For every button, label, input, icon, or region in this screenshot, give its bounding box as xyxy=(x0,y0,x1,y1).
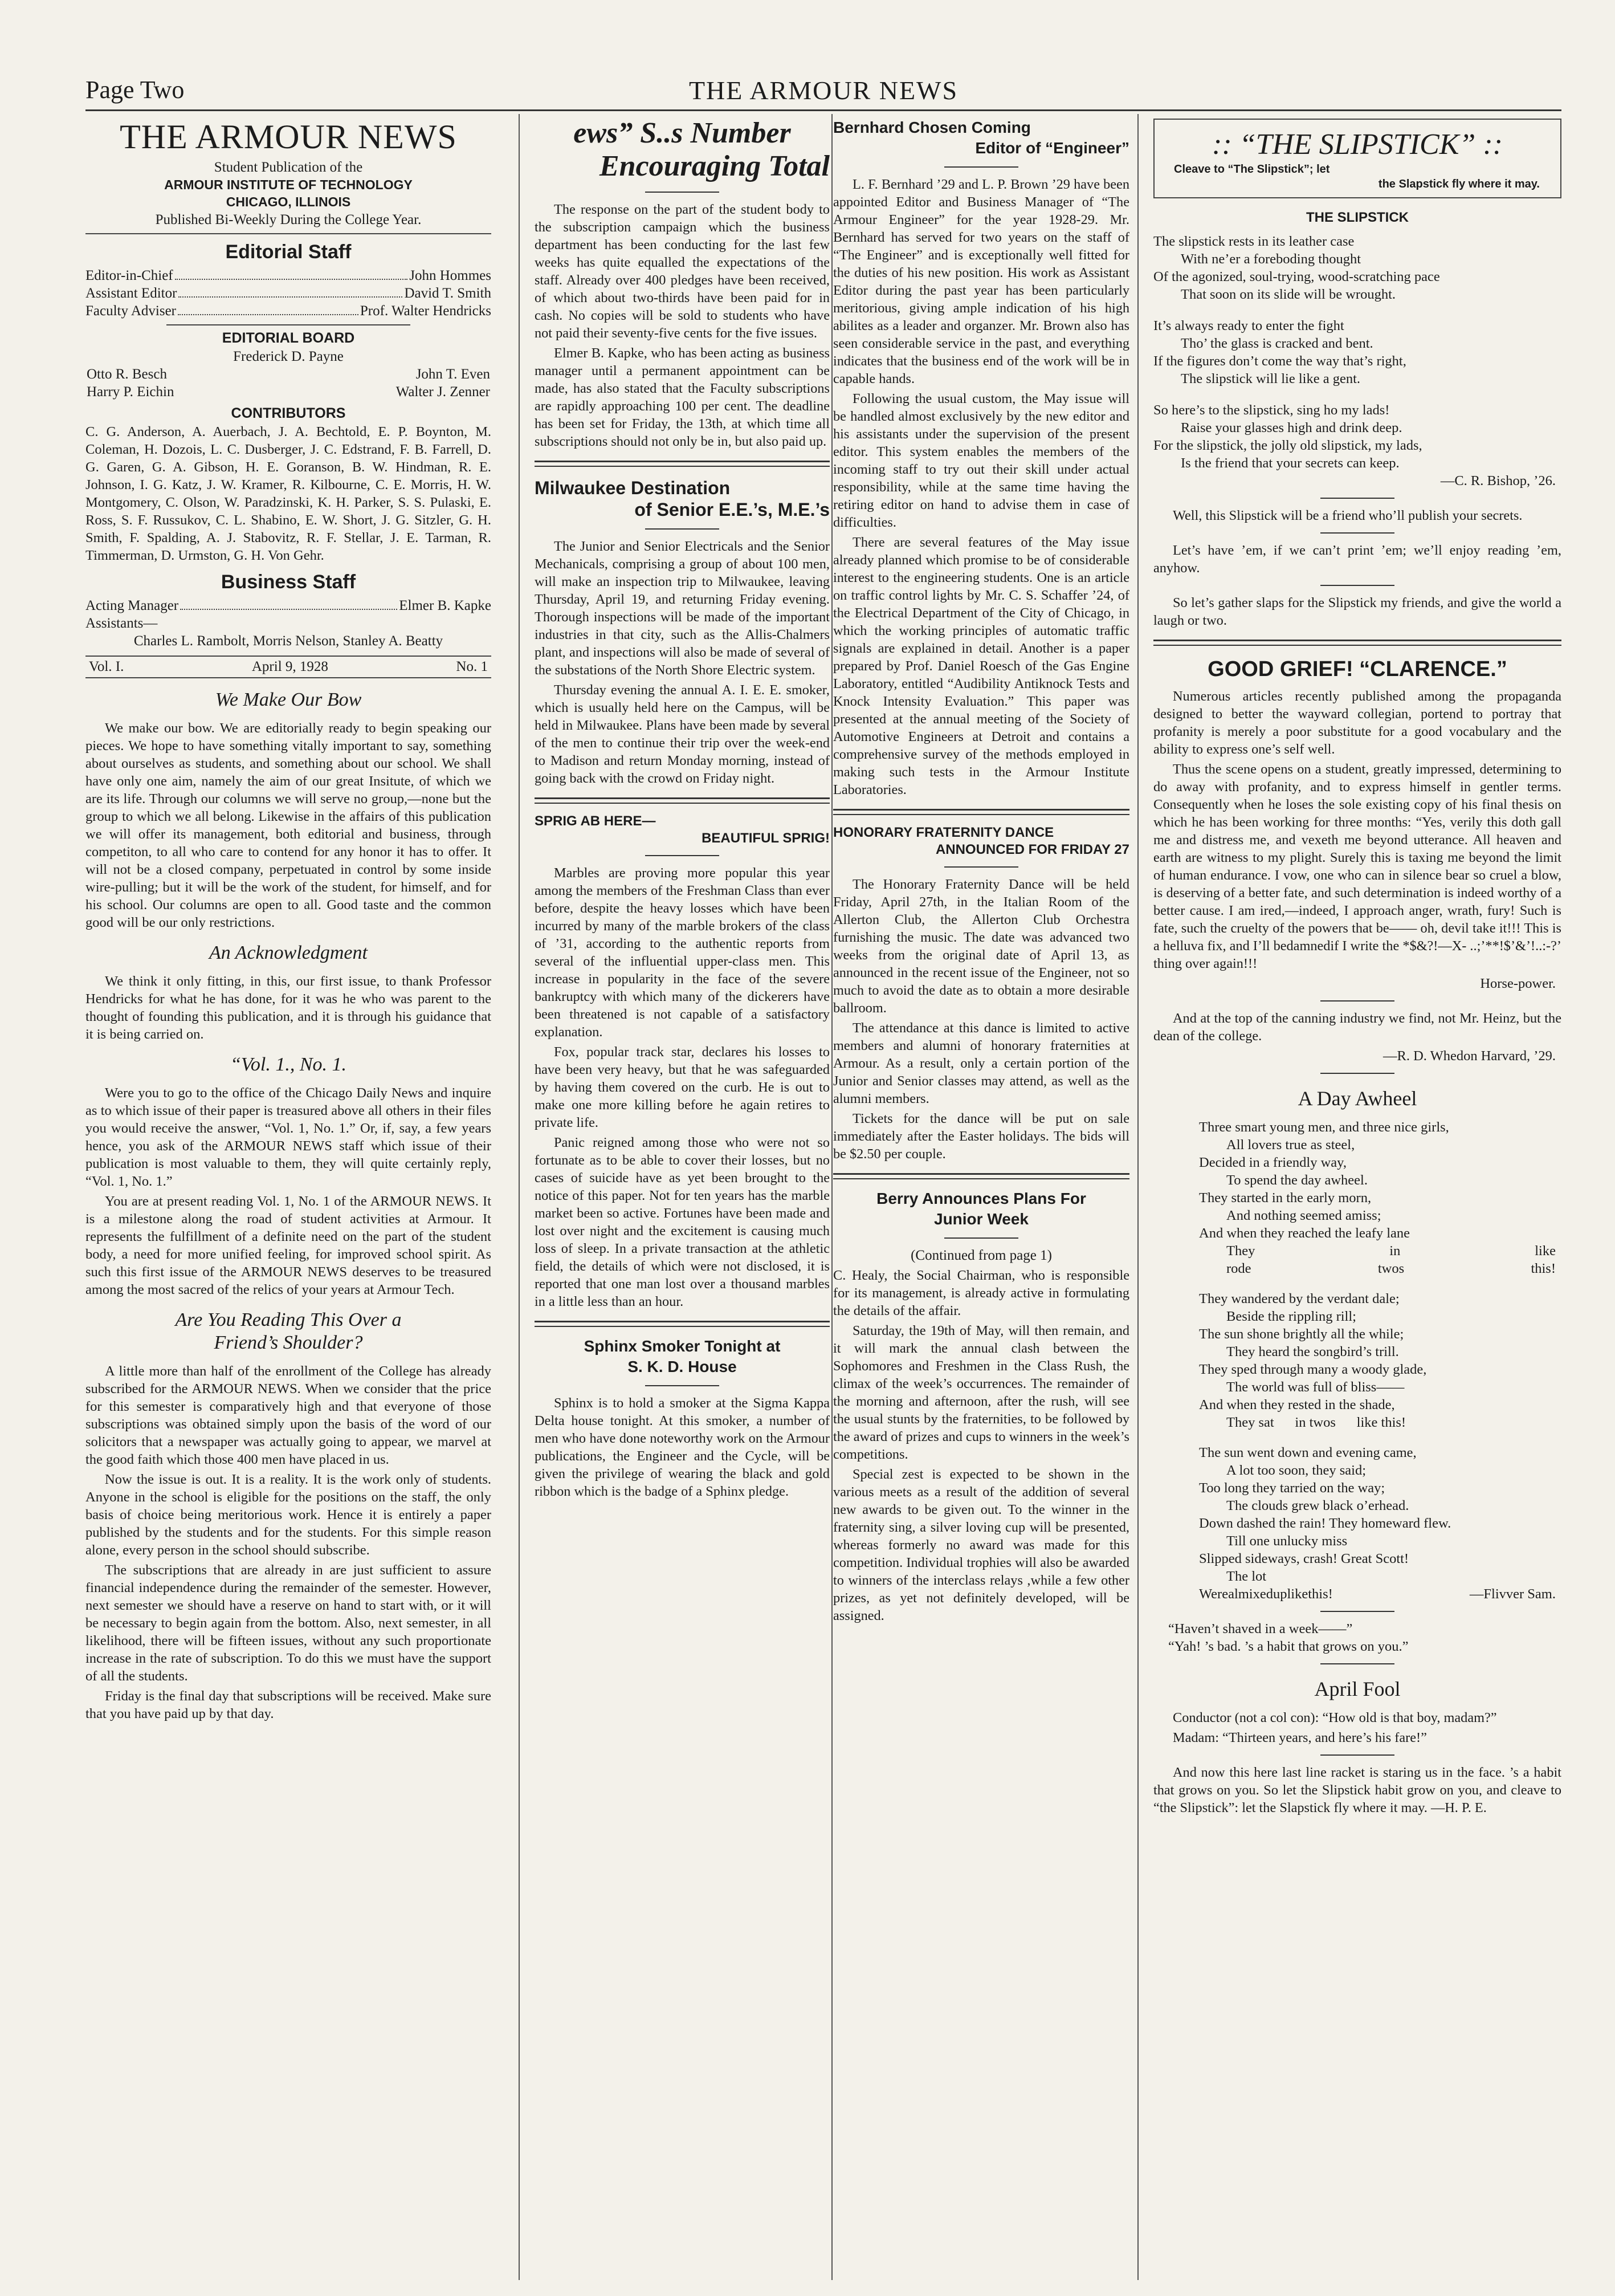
poem-line: So here’s to the slipstick, sing ho my lads! xyxy=(1153,402,1390,418)
staff-name: Elmer B. Kapke xyxy=(399,598,491,613)
article-author: Horse-power. xyxy=(1480,976,1556,991)
issue-date: April 9, 1928 xyxy=(251,659,328,674)
joke-line: Madam: “Thirteen years, and here’s his fare!” xyxy=(1173,1730,1427,1745)
article-paragraph: Well, this Slipstick will be a friend who’ll publish your secrets. xyxy=(1173,508,1523,523)
poem-word: They xyxy=(1226,1243,1255,1259)
article-paragraph: And now this here last line racket is staring us in the face. ’s a habit that grows on you. So let the Slipstick habit grow on you, and cleave to “the Slipstick”: let the Slapstick fly where it may. —H. P. E. xyxy=(1153,1765,1561,1815)
column-rule xyxy=(519,114,520,2280)
poem-slipstick xyxy=(1153,233,1561,472)
article-paragraph: Thus the scene opens on a student, greatly impressed, determining to do away with profanity, and to express himself in gentler terms. Consequently when he loses the sole existing copy of his final thesis on which he has been working for three months: “Yes, verily this doth gall me and distress me, and vexeth me beyond utterance. All heaven and earth are witness to my plight. Surely this is taxing me beyond the limit of human endurance. I vow, one who can in silence bear so cruel a blow, is deserving of a better fate, and such determination is indeed worthy of a better cause. I am ired,—indeed, I approach anger, wrath, fury! Such is fate, such the cruelty of the powers that be—— oh, devil take it!!! This is a helluva fix, and I’ll bedamnedif I write the *$&?!—X- ..;’**!$’&’!..:-?’ thing over again!!! xyxy=(1153,762,1561,971)
headline xyxy=(833,824,1129,858)
poem-line: The slipstick rests in its leather case xyxy=(1153,234,1355,249)
masthead-line: Student Publication of the xyxy=(214,160,363,175)
poem-word: twos xyxy=(1377,1261,1405,1276)
headline: GOOD GRIEF! “CLARENCE.” xyxy=(1208,657,1507,681)
article-paragraph: The Honorary Fraternity Dance will be held Friday, April 27th, in the Italian Room of the Allerton Club, the Allerton Club Orchestra furnishing the music. The date was advanced two weeks from the original date of April 13, as announced in the recent issue of the Engineer, not so much to avoid the date as to obtain a more desirable ballroom. xyxy=(833,877,1129,1016)
poem-line: Decided in a friendly way, xyxy=(1199,1155,1347,1170)
headline xyxy=(833,1188,1129,1230)
contributors-heading: CONTRIBUTORS xyxy=(231,405,346,421)
staff-name: Prof. Walter Hendricks xyxy=(360,303,491,319)
business-staff-heading: Business Staff xyxy=(221,571,356,593)
running-title: THE ARMOUR NEWS xyxy=(688,76,959,105)
title-line: Junior Week xyxy=(934,1210,1029,1228)
poem-line: And nothing seemed amiss; xyxy=(1226,1208,1381,1223)
poem-word: this! xyxy=(1531,1261,1556,1276)
article-title: “Vol. 1., No. 1. xyxy=(230,1054,347,1075)
board-member: Harry P. Eichin xyxy=(87,384,174,400)
masthead-city: CHICAGO, ILLINOIS xyxy=(226,194,351,209)
poem-line: The sun shone brightly all the while; xyxy=(1199,1326,1404,1342)
staff-row xyxy=(85,597,491,614)
title-line: ANNOUNCED FOR FRIDAY 27 xyxy=(935,842,1129,857)
headline: ews” S..s Number xyxy=(573,117,791,149)
poem-line: To spend the day awheel. xyxy=(1226,1173,1368,1188)
poem-line: Three smart young men, and three nice girls, xyxy=(1199,1119,1449,1135)
article-paragraph: And at the top of the canning industry we find, not Mr. Heinz, but the dean of the college. xyxy=(1153,1011,1561,1044)
masthead-title: THE ARMOUR NEWS xyxy=(120,118,457,156)
column-4 xyxy=(1153,114,1561,1819)
article-paragraph: Marbles are proving more popular this year among the members of the Freshman Class than ever before, despite the heavy losses which have been incurred by many of the marble brokers of the class of ’31, according to the authentic reports from several of the influential upper-class men. This increase in popularity in the face of the severe bankruptcy with which many of the dickerers have been threatened is not capable of a satisfactory explanation. xyxy=(535,865,830,1040)
title-line: SPRIG AB HERE— xyxy=(535,813,656,829)
article-paragraph: A little more than half of the enrollment of the College has already subscribed for the ARMOUR NEWS. When we consider that the price for this semester is comparatively high and that everyone of those subscriptions was obtained simply upon the basis of the word of our solicitors that a newspaper was actually going to appear, we marvel at the good faith which those 400 men have placed in us. xyxy=(85,1363,491,1467)
title-line: Editor of “Engineer” xyxy=(975,139,1129,157)
poem-line xyxy=(1199,1242,1561,1260)
headline xyxy=(833,117,1129,158)
poem-line: That soon on its slide will be wrought. xyxy=(1181,287,1396,302)
poem-line: They wandered by the verdant dale; xyxy=(1199,1291,1400,1306)
article-paragraph: Thursday evening the annual A. I. E. E. smoker, which is usually held here on the Campus, will be held in Milwaukee. Plans have been made by several of the men to continue their trip over the week-end to Madison and return Monday morning, instead of going back with the crowd on Friday night. xyxy=(535,682,830,786)
poem-word: Werealmixeduplikethis! xyxy=(1199,1586,1333,1602)
contributors-list: C. G. Anderson, A. Auerbach, J. A. Bechtold, E. P. Boynton, M. Coleman, H. Dozois, L. C. Dusberger, J. C. Edstrand, F. B. Farrell, D. G. Garen, G. A. Gibson, H. E. Goranson, B. W. Hindman, R. E. Johnson, I. G. Katz, J. W. Kramer, R. Kilbourne, C. E. Morris, H. W. Montgomery, C. Olson, W. Paradzinski, K. H. Parker, S. S. Pulaski, E. Ross, S. F. Russukov, C. L. Shabino, E. W. Short, J. G. Sitzler, G. H. Smith, F. Spalding, A. J. Stabovitz, R. F. Stellar, J. E. Tarman, R. Timmerman, D. Urmston, G. H. Von Gehr. xyxy=(85,424,491,563)
poem-line: Slipped sideways, crash! Great Scott! xyxy=(1199,1551,1409,1566)
poem-line: Till one unlucky miss xyxy=(1226,1533,1348,1549)
title-line: Friend’s Shoulder? xyxy=(214,1332,363,1353)
poem-line: They sped through many a woody glade, xyxy=(1199,1362,1427,1377)
board-pair xyxy=(85,365,491,383)
poem-line: Is the friend that your secrets can keep. xyxy=(1181,455,1400,471)
motto-line: the Slapstick fly where it may. xyxy=(1378,178,1540,190)
slipstick-motto xyxy=(1164,162,1551,192)
issue-number: No. 1 xyxy=(456,659,488,674)
poem-line: The world was full of bliss—— xyxy=(1226,1379,1405,1395)
board-member: Otto R. Besch xyxy=(87,367,167,382)
poem-line: The lot xyxy=(1226,1569,1267,1584)
masthead xyxy=(85,117,491,234)
title-line: Milwaukee Destination xyxy=(535,478,731,498)
article-paragraph: Saturday, the 19th of May, will then remain, and it will mark the annual clash between the Sophomores and Freshmen in the Class Rush, the climax of the week’s occurrences. The remainder of the morning and afternoon, after the rush, will see the usual stunts by the fraternities, to be followed by the award of prizes and cups to winners in the week’s competitions. xyxy=(833,1323,1129,1462)
article-paragraph: Fox, popular track star, declares his losses to have been very heavy, but that he was safeguarded by having them covered on the curb. He is out to make one more killing before he again retires to private life. xyxy=(535,1044,830,1130)
title-line: HONORARY FRATERNITY DANCE xyxy=(833,825,1054,840)
poem-word: in xyxy=(1389,1243,1401,1259)
title-line: of Senior E.E.’s, M.E.’s xyxy=(634,499,830,520)
staff-row xyxy=(85,284,491,302)
article-paragraph: So let’s gather slaps for the Slipstick my friends, and give the world a laugh or two. xyxy=(1153,595,1561,628)
poem-line: If the figures don’t come the way that’s right, xyxy=(1153,353,1406,369)
article-paragraph: We make our bow. We are editorially ready to begin speaking our pieces. We hope to have something vitally important to say, something about ourselves as students, and something about our school. We shall have only one aim, namely the aim of our great Insitute, of which we are its life. Through our columns we will serve no group,—none but the group to which we all belong. Likewise in the affairs of this publication we will offer its management, both editorial and business, through competiton, to all who care to contend for any honor it has to offer. It will not be a closed company, perpetuated in control by some inside wire-pulling; but it will be the work of the student, for himself, and for his school. Our columns are open to all. Good taste and the common good will be our only restrictions. xyxy=(85,720,491,930)
title-line: Are You Reading This Over a xyxy=(175,1309,402,1330)
poem-line: With ne’er a foreboding thought xyxy=(1181,251,1361,267)
article-paragraph: Friday is the final day that subscriptions will be received. Make sure that you have paid up by that day. xyxy=(85,1688,491,1721)
headline xyxy=(535,813,830,847)
staff-role: Faculty Adviser xyxy=(85,303,177,319)
article-paragraph: Panic reigned among those who were not so fortunate as to be able to cover their losses, but no cases of suicide have as yet been brought to the notice of this paper. Not for ten years has the marble market been so active. Fortunes have been made and lost over night and the excitement is causing much loss of sleep. In a private transaction at the athletic field, the details of which were not disclosed, it is reported that one man lost over a thousand marbles in a little less than an hour. xyxy=(535,1135,830,1309)
poem-line: And when they rested in the shade, xyxy=(1199,1397,1395,1412)
poem-line: Too long they tarried on the way; xyxy=(1199,1480,1385,1496)
poem-line: The sun went down and evening came, xyxy=(1199,1445,1417,1460)
headline xyxy=(535,1336,830,1377)
article-paragraph: The subscriptions that are already in are just sufficient to assure financial independence during the remainder of the semester. However, next semester we should have a reserve on hand to start with, or it will be necessary to begin again from the bottom. Also, next semester, in all likelihood, there will be fifteen issues, without any such proportionate increase in the rate of subscription. To do this we must have the support of all the students. xyxy=(85,1562,491,1684)
assistants-list: Charles L. Rambolt, Morris Nelson, Stanley A. Beatty xyxy=(133,633,443,649)
article-author: —R. D. Whedon Harvard, ’29. xyxy=(1382,1048,1556,1064)
poem-title: THE SLIPSTICK xyxy=(1306,210,1409,225)
article-title: An Acknowledgment xyxy=(209,942,368,963)
article-paragraph: The response on the part of the student body to the subscription campaign which the business department has been conducting for the last few weeks has quite equalled the expectations of the staff. Already over 400 pledges have been received, of which about two-thirds have been paid for in cash. No copies will be sold to students who have not paid their seventy-five cents for the five issues. xyxy=(535,202,830,341)
continued-note: (Continued from page 1) xyxy=(911,1248,1052,1263)
column-2 xyxy=(535,114,830,1503)
headline: April Fool xyxy=(1314,1678,1401,1700)
poem-line: Of the agonized, soul-trying, wood-scratching pace xyxy=(1153,269,1440,284)
article-paragraph: We think it only fitting, in this, our first issue, to thank Professor Hendricks for what he has done, for it was he who was parent to the thought of founding this publication, and it is through his guidance that it is being carried on. xyxy=(85,974,491,1042)
headline xyxy=(535,477,830,520)
slipstick-title: :: “THE SLIPSTICK” :: xyxy=(1212,128,1503,161)
article-paragraph: Elmer B. Kapke, who has been acting as business manager until a permanent appointment can be made, has also stated that the Faculty subscriptions are rapidly approaching 100 per cent. The deadline has been set for Friday, the 13th, at which time all subscriptions should not only be in, but also paid up. xyxy=(535,345,830,449)
article-paragraph: You are at present reading Vol. 1, No. 1 of the ARMOUR NEWS. It is a milestone along the road of student activities at Armour. It represents the fulfillment of a definite need on the part of the student body, a need for more unified feeling, for improved school spirit. As such this first issue of the ARMOUR NEWS deserves to be treasured among the most sacred of the relics of your years at Armour Tech. xyxy=(85,1194,491,1297)
joke-line: Conductor (not a col con): “How old is that boy, madam?” xyxy=(1173,1710,1497,1725)
headline: Encouraging Total xyxy=(599,150,830,182)
poem-awheel xyxy=(1199,1290,1561,1431)
poem-line: All lovers true as steel, xyxy=(1226,1137,1355,1153)
poem-word: like xyxy=(1535,1243,1556,1259)
poem-line: Tho’ the glass is cracked and bent. xyxy=(1181,336,1373,351)
poem-line xyxy=(1199,1260,1561,1277)
poem-author: —C. R. Bishop, ’26. xyxy=(1440,473,1556,488)
poem-line: It’s always ready to enter the fight xyxy=(1153,318,1344,333)
article-paragraph: The Junior and Senior Electricals and the Senior Mechanicals, comprising a group of about 100 men, will make an inspection trip to Milwaukee, leaving Thursday, April 19, and returning Friday evening. Thorough inspections will be made of the important industries in that city, such as the Allis-Chalmers plant, and inspections will also be made of several of the substations of the North Shore Electric system. xyxy=(535,539,830,678)
slipstick-box xyxy=(1153,119,1561,198)
poem-line xyxy=(1199,1585,1561,1603)
article-paragraph: Following the usual custom, the May issue will be handled almost exclusively by the new editor and his assistants under the supervision of the present editor. This system enables the members of the incoming staff to try out their skill under actual responsibility, while at the same time having the retiring editor on hand to advise them in case of difficulties. xyxy=(833,391,1129,530)
poem-line: They started in the early morn, xyxy=(1199,1190,1372,1206)
volume-label: Vol. I. xyxy=(89,659,124,674)
title-line: BEAUTIFUL SPRIG! xyxy=(702,831,830,846)
article-paragraph: Now the issue is out. It is a reality. It is the work only of students. Anyone in the school is eligible for the positions on the staff, the only basis of choice being meritorious work. Hence it is entirely a paper published by the students and for the students. For this simple reason alone, every person in the school should subscribe. xyxy=(85,1472,491,1558)
poem-title: A Day Awheel xyxy=(1298,1087,1417,1110)
poem-line: The slipstick will lie like a gent. xyxy=(1181,371,1361,386)
masthead-frequency: Published Bi-Weekly During the College Year. xyxy=(85,210,491,234)
assistants-label: Assistants— xyxy=(85,616,158,631)
motto-line: Cleave to “The Slipstick”; let xyxy=(1174,163,1330,176)
editorial-staff-heading: Editorial Staff xyxy=(225,241,352,263)
article-paragraph: L. F. Bernhard ’29 and L. P. Brown ’29 have been appointed Editor and Business Manager of “The Armour Engineer” for the year 1928-29. Mr. Bernhard has served for two years on the staff of “The Engineer” and is exceptionally well fitted for the duties of his new position. His work as Assistant Editor during the past year has been particularly meritorious, giving ample indication of his high abilites as a leader and organzer. Mr. Brown also has seen considerable service in the past, and everything indicates that the business end of the work will be in capable hands. xyxy=(833,177,1129,386)
title-line: Berry Announces Plans For xyxy=(876,1190,1086,1207)
staff-name: David T. Smith xyxy=(404,286,491,301)
column-3 xyxy=(833,114,1129,1627)
article-paragraph: Numerous articles recently published among the propaganda designed to better the wayward collegian, portend to portray that profanity is merely a poor substitute for a good vocabulary and the ability to express one’s self well. xyxy=(1153,689,1561,757)
board-lead: Frederick D. Payne xyxy=(233,349,344,364)
article-paragraph: There are several features of the May issue already planned which promise to be of considerable interest to the engineering students. One is an article on traffic control lights by Mr. C. S. Schaffer ’24, of the Electrical Department of the City of Chicago, in which the working principles of automatic traffic signals are explained in detail. Another is a paper prepared by Prof. Daniel Roesch of the Gas Engine Laboratory, entitled “Audibility Antiknock Tests and Knock Intensity Evaluation.” This paper was presented at the annual meeting of the Society of Automotive Engineers at Detroit and contains a comprehensive survey of the methods employed in making such tests in the Armour Institute Laboratories. xyxy=(833,535,1129,797)
article-paragraph: Special zest is expected to be shown in the various meets as a result of the addition of several new awards to be given out. To the winner in the fraternity sing, a silver loving cup will be presented, whereas formerly no award was made for this competition. Individual trophies will also be awarded to winners of the interclass relays ,while a few other prizes, as yet not definitely developed, will be assigned. xyxy=(833,1467,1129,1623)
poem-line: Beside the rippling rill; xyxy=(1226,1309,1356,1324)
title-line: Sphinx Smoker Tonight at xyxy=(584,1337,781,1355)
column-rule xyxy=(831,114,833,2280)
staff-role: Acting Manager xyxy=(85,598,179,613)
poem-line: And when they reached the leafy lane xyxy=(1199,1226,1410,1241)
board-pair xyxy=(85,383,491,401)
article-paragraph: Sphinx is to hold a smoker at the Sigma Kappa Delta house tonight. At this smoker, a number of men who have done noteworthy work on the Armour publications, the Engineer and the Cycle, will be given the privilege of wearing the black and gold ribbon which is the badge of a Sphinx pledge. xyxy=(535,1395,830,1499)
poem-word: rode xyxy=(1226,1261,1251,1276)
joke-line: “Haven’t shaved in a week——” xyxy=(1168,1621,1353,1636)
poem-line: Down dashed the rain! They homeward flew. xyxy=(1199,1516,1451,1531)
article-paragraph: Tickets for the dance will be put on sale immediately after the Easter holidays. The bids will be $2.50 per couple. xyxy=(833,1111,1129,1162)
header-rule xyxy=(85,109,1561,111)
article-paragraph: Let’s have ’em, if we can’t print ’em; we’ll enjoy reading ’em, anyhow. xyxy=(1153,543,1561,576)
staff-role: Assistant Editor xyxy=(85,286,177,301)
board-member: John T. Even xyxy=(415,367,490,382)
article-title: We Make Our Bow xyxy=(215,689,362,710)
page-number: Page Two xyxy=(85,76,185,104)
column-rule xyxy=(1137,114,1139,2280)
article-paragraph: C. Healy, the Social Chairman, who is responsible for its management, is already active in formulating the details of the affair. xyxy=(833,1268,1129,1318)
article-paragraph: Were you to go to the office of the Chicago Daily News and inquire as to which issue of their paper is treasured above all others in their files you would receive the answer, “Vol. 1, No. 1.” Or, if, say, a few years hence, you ask of the ARMOUR NEWS staff which issue of their publication is most valuable to them, they will quite certainly reply, “Vol. 1, No. 1.” xyxy=(85,1085,491,1189)
running-header xyxy=(85,75,1561,109)
poem-line: Raise your glasses high and drink deep. xyxy=(1181,420,1402,435)
title-line: Bernhard Chosen Coming xyxy=(833,119,1031,136)
poem-line: They sat in twos like this! xyxy=(1226,1415,1406,1430)
poem-awheel xyxy=(1199,1118,1561,1242)
title-line: S. K. D. House xyxy=(627,1358,737,1375)
masthead-institute: ARMOUR INSTITUTE OF TECHNOLOGY xyxy=(164,177,413,192)
joke-line: “Yah! ’s bad. ’s a habit that grows on you.” xyxy=(1168,1639,1409,1654)
column-1 xyxy=(85,114,491,1725)
volume-bar xyxy=(85,656,491,678)
board-member: Walter J. Zenner xyxy=(395,384,490,400)
poem-line: For the slipstick, the jolly old slipstick, my lads, xyxy=(1153,438,1422,453)
staff-name: John Hommes xyxy=(409,268,491,283)
poem-author: —Flivver Sam. xyxy=(1469,1586,1556,1602)
staff-row xyxy=(85,302,491,320)
poem-line: The clouds grew black o’erhead. xyxy=(1226,1498,1409,1513)
staff-row xyxy=(85,267,491,284)
staff-role: Editor-in-Chief xyxy=(85,268,173,283)
poem-awheel xyxy=(1199,1444,1561,1585)
poem-line: A lot too soon, they said; xyxy=(1226,1463,1366,1478)
poem-line: They heard the songbird’s trill. xyxy=(1226,1344,1399,1359)
article-title xyxy=(85,1309,491,1354)
editorial-board-heading: EDITORIAL BOARD xyxy=(222,330,355,346)
article-paragraph: The attendance at this dance is limited to active members and alumni of honorary fraternities at Armour. As a result, only a certain portion of the Junior and Senior classes may attend, as well as the alumni members. xyxy=(833,1020,1129,1106)
